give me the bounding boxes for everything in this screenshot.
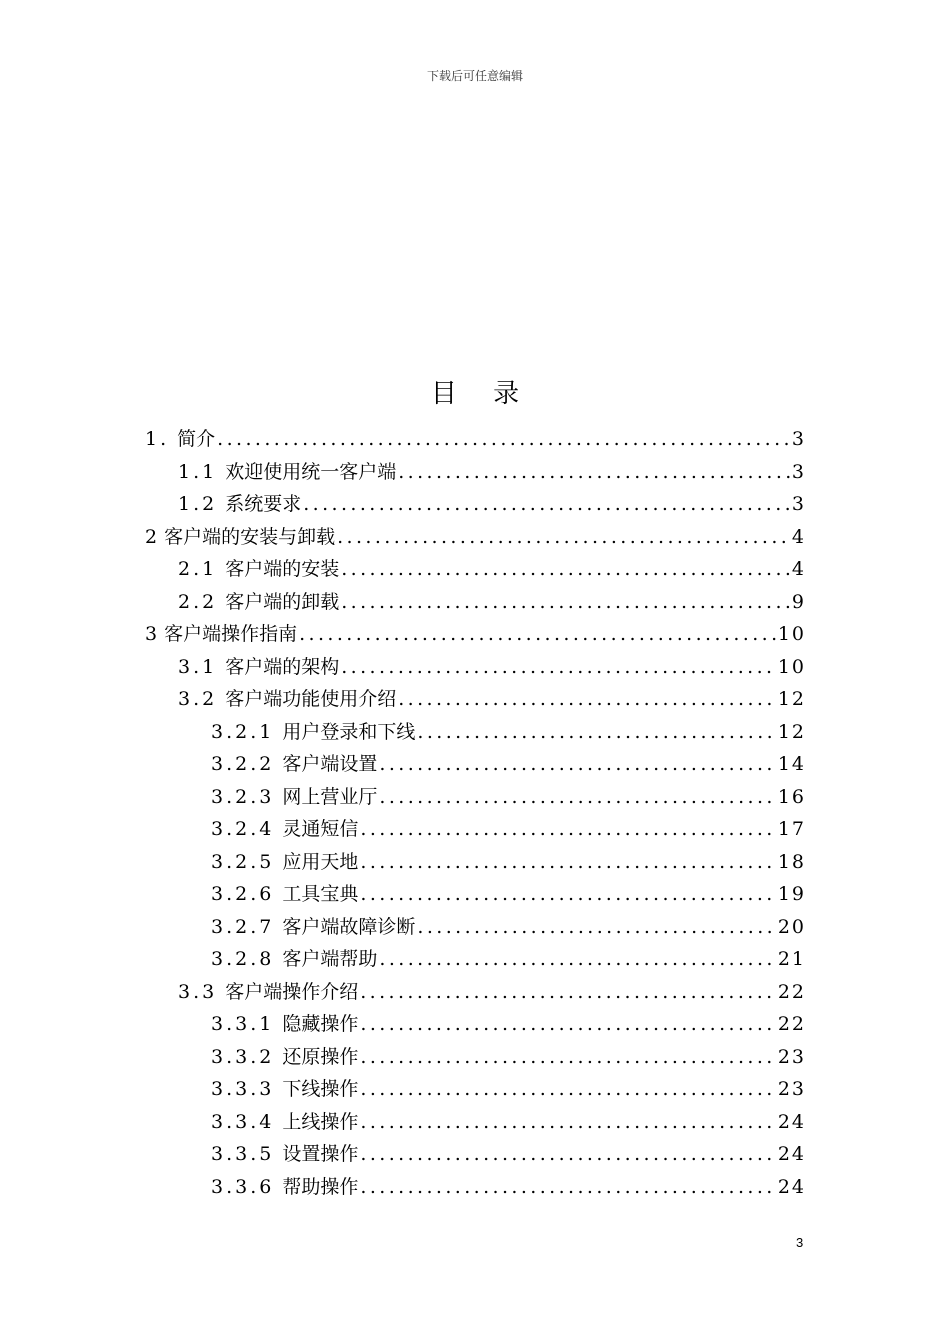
toc-dot-leader	[360, 813, 775, 845]
toc-entry-page: 10	[777, 656, 806, 678]
toc-entry-number: 3.3.1	[211, 1013, 275, 1035]
toc-entry-number: 3.3.4	[211, 1111, 275, 1133]
toc-entry-page: 24	[777, 1176, 806, 1198]
toc-entry-title: 客户端操作介绍	[225, 981, 359, 1003]
toc-entry-number: 3.2.3	[211, 786, 275, 808]
toc-dot-leader	[360, 878, 775, 910]
toc-entry[interactable]	[145, 521, 806, 553]
toc-entry-page: 3	[791, 428, 806, 450]
toc-dot-leader	[303, 488, 790, 520]
toc-entry-page: 24	[777, 1143, 806, 1165]
toc-entry-page: 12	[777, 688, 806, 710]
toc-dot-leader	[341, 651, 776, 683]
toc-entry[interactable]	[211, 878, 806, 910]
toc-entry-number: 1.2	[178, 493, 218, 515]
toc-entry[interactable]	[211, 781, 806, 813]
toc-entry-page: 14	[777, 753, 806, 775]
toc-dot-leader	[360, 1073, 775, 1105]
toc-entry-title: 应用天地	[282, 851, 359, 873]
toc-entry-page: 4	[791, 558, 806, 580]
toc-dot-leader	[360, 1138, 775, 1170]
toc-entry-title: 还原操作	[282, 1046, 359, 1068]
toc-entry-page: 23	[777, 1046, 806, 1068]
toc-entry-page: 22	[777, 981, 806, 1003]
toc-title: 目 录	[430, 379, 534, 409]
toc-entry[interactable]	[211, 1073, 806, 1105]
toc-entry[interactable]	[211, 1106, 806, 1138]
toc-entry-number: 2.2	[178, 591, 218, 613]
toc-entry[interactable]	[178, 553, 806, 585]
toc-entry-title: 客户端功能使用介绍	[225, 688, 397, 710]
toc-entry-title: 客户端的安装	[225, 558, 340, 580]
toc-entry-title: 网上营业厅	[282, 786, 378, 808]
toc-dot-leader	[379, 943, 775, 975]
toc-entry-title: 用户登录和下线	[282, 721, 416, 743]
toc-entry-number: 3.2	[178, 688, 218, 710]
page-number: 3	[796, 1235, 804, 1250]
toc-entry-number: 1.	[145, 428, 170, 450]
toc-entry-number: 3.2.1	[211, 721, 275, 743]
toc-dot-leader	[360, 846, 775, 878]
toc-entry-page: 22	[777, 1013, 806, 1035]
toc-dot-leader	[360, 1106, 775, 1138]
toc-entry-page: 3	[791, 461, 806, 483]
toc-dot-leader	[379, 781, 775, 813]
toc-entry-title: 客户端设置	[282, 753, 378, 775]
header-note: 下载后可任意编辑	[426, 69, 523, 83]
toc-dot-leader	[299, 618, 776, 650]
toc-entry[interactable]	[211, 911, 806, 943]
toc-entry[interactable]	[211, 1171, 806, 1203]
toc-entry[interactable]	[211, 846, 806, 878]
toc-dot-leader	[379, 748, 775, 780]
toc-entry-number: 3.1	[178, 656, 218, 678]
toc-entry-page: 18	[777, 851, 806, 873]
toc-entry[interactable]	[211, 1008, 806, 1040]
toc-entry-page: 21	[777, 948, 806, 970]
toc-entry[interactable]	[178, 456, 806, 488]
toc-entry[interactable]	[178, 976, 806, 1008]
toc-entry-number: 3	[145, 623, 161, 645]
toc-entry[interactable]	[178, 683, 806, 715]
toc-dot-leader	[417, 911, 775, 943]
toc-dot-leader	[398, 683, 776, 715]
toc-dot-leader	[360, 1041, 775, 1073]
toc-entry-page: 10	[777, 623, 806, 645]
toc-entry-number: 3.2.8	[211, 948, 275, 970]
toc-entry-title: 客户端的安装与卸载	[164, 526, 336, 548]
toc-entry-page: 17	[777, 818, 806, 840]
toc-entry-title: 系统要求	[225, 493, 302, 515]
toc-entry-page: 3	[791, 493, 806, 515]
toc-entry[interactable]	[178, 488, 806, 520]
toc-entry-number: 2	[145, 526, 161, 548]
toc-entry-title: 工具宝典	[282, 883, 359, 905]
toc-entry-page: 20	[777, 916, 806, 938]
toc-entry[interactable]	[178, 586, 806, 618]
toc-dot-leader	[398, 456, 790, 488]
toc-entry-page: 4	[791, 526, 806, 548]
toc-entry-page: 9	[791, 591, 806, 613]
toc-entry-title: 客户端的卸载	[225, 591, 340, 613]
toc-entry[interactable]	[211, 813, 806, 845]
toc-entry-page: 16	[777, 786, 806, 808]
toc-entry-title: 客户端操作指南	[164, 623, 298, 645]
toc-entry-number: 1.1	[178, 461, 218, 483]
toc-entry-page: 12	[777, 721, 806, 743]
toc-entry[interactable]	[178, 651, 806, 683]
toc-entry-page: 24	[777, 1111, 806, 1133]
toc-entry[interactable]	[211, 943, 806, 975]
toc-entry-page: 19	[777, 883, 806, 905]
toc-entry-title: 简介	[177, 428, 216, 450]
toc-dot-leader	[217, 423, 790, 455]
toc-entry-number: 3.3	[178, 981, 218, 1003]
toc-dot-leader	[341, 553, 790, 585]
toc-entry-title: 设置操作	[282, 1143, 359, 1165]
toc-entry-number: 3.2.5	[211, 851, 275, 873]
toc-entry-title: 下线操作	[282, 1078, 359, 1100]
toc-dot-leader	[360, 1171, 775, 1203]
toc-entry[interactable]	[211, 748, 806, 780]
toc-entry-number: 3.3.5	[211, 1143, 275, 1165]
toc-dot-leader	[360, 976, 776, 1008]
toc-entry-title: 上线操作	[282, 1111, 359, 1133]
toc-entry[interactable]	[145, 618, 806, 650]
toc-entry[interactable]	[145, 423, 806, 455]
toc-entry-title: 客户端帮助	[282, 948, 378, 970]
toc-entry-number: 2.1	[178, 558, 218, 580]
toc-entry-number: 3.2.6	[211, 883, 275, 905]
toc-dot-leader	[360, 1008, 775, 1040]
toc-dot-leader	[341, 586, 790, 618]
toc-dot-leader	[417, 716, 775, 748]
toc-entry-number: 3.2.4	[211, 818, 275, 840]
toc-entry-number: 3.2.7	[211, 916, 275, 938]
toc-entry-page: 23	[777, 1078, 806, 1100]
toc-dot-leader	[337, 521, 790, 553]
toc-entry-number: 3.3.3	[211, 1078, 275, 1100]
toc-entry-title: 灵通短信	[282, 818, 359, 840]
toc-entry-title: 欢迎使用统一客户端	[225, 461, 397, 483]
toc-entry-title: 帮助操作	[282, 1176, 359, 1198]
toc-entry-number: 3.2.2	[211, 753, 275, 775]
toc-entry[interactable]	[211, 716, 806, 748]
toc-entry-title: 客户端故障诊断	[282, 916, 416, 938]
toc-entry[interactable]	[211, 1041, 806, 1073]
toc-entry-title: 隐藏操作	[282, 1013, 359, 1035]
toc-entry-number: 3.3.2	[211, 1046, 275, 1068]
toc-entry-number: 3.3.6	[211, 1176, 275, 1198]
toc-entry[interactable]	[211, 1138, 806, 1170]
toc-entry-title: 客户端的架构	[225, 656, 340, 678]
